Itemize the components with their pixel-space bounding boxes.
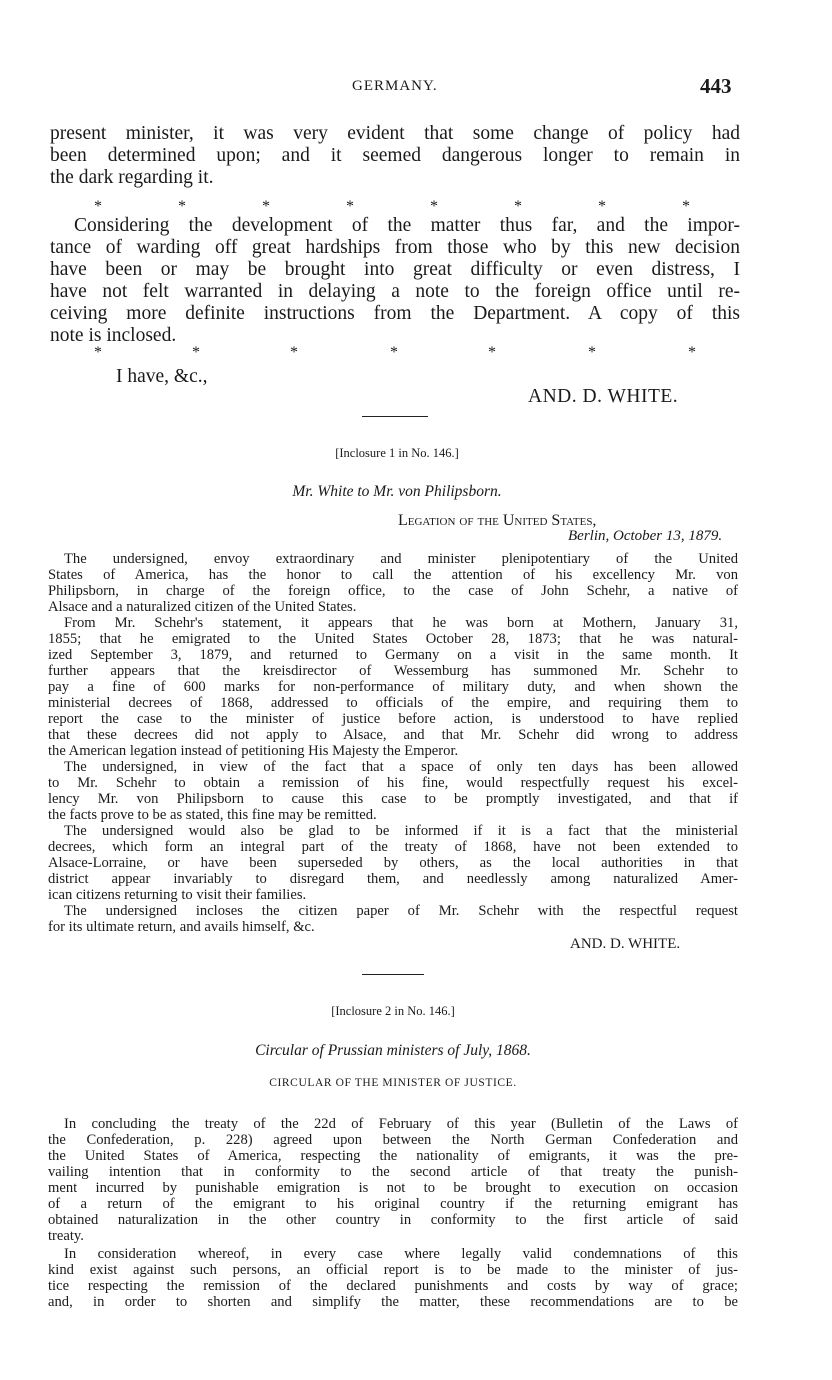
circular-line: vailing intention that in conformity to the second article of that treaty the punish- xyxy=(48,1164,738,1180)
letter-line: The undersigned, envoy extraordinary and minister plenipotentiary of the United xyxy=(64,551,738,567)
inclosure-2-heading: CIRCULAR OF THE MINISTER OF JUSTICE. xyxy=(269,1077,517,1089)
letter-line: ican citizens returning to visit their families. xyxy=(48,887,307,903)
star: * xyxy=(588,344,596,361)
dispatch-line: note is inclosed. xyxy=(50,325,177,346)
ellipsis-stars xyxy=(0,198,832,214)
letter-line: 1855; that he emigrated to the United States October 28, 1873; that he was natural- xyxy=(48,631,738,647)
letter-line: to Mr. Schehr to obtain a remission of his fine, would respectfully request his excel- xyxy=(48,775,738,791)
star: * xyxy=(178,198,186,215)
dispatch-line: have been or may be brought into great difficulty or even distress, I xyxy=(50,259,740,280)
intro-line: the dark regarding it. xyxy=(50,167,214,188)
circular-line: In consideration whereof, in every case where legally valid condemnations of this xyxy=(64,1246,738,1262)
signature: AND. D. WHITE. xyxy=(528,386,679,407)
star: * xyxy=(682,198,690,215)
inclosure-1-signature: AND. D. WHITE. xyxy=(570,936,681,952)
letter-line: From Mr. Schehr's statement, it appears that he was born at Mothern, January 31, xyxy=(64,615,738,631)
star: * xyxy=(688,344,696,361)
ellipsis-stars xyxy=(0,344,832,360)
star: * xyxy=(262,198,270,215)
inclosure-1-title: Mr. White to Mr. von Philipsborn. xyxy=(292,483,502,500)
closing: I have, &c., xyxy=(116,366,208,387)
letter-line: that these decrees did not apply to Alsace, and that Mr. Schehr did wrong to address xyxy=(48,727,738,743)
intro-line: present minister, it was very evident that some change of policy had xyxy=(50,123,740,144)
letter-line: The undersigned would also be glad to be informed if it is a fact that the ministerial xyxy=(64,823,738,839)
running-title: GERMANY. xyxy=(352,78,438,94)
star: * xyxy=(192,344,200,361)
circular-line: kind exist against such persons, an official report is to be made to the minister of jus- xyxy=(48,1262,738,1278)
section-rule xyxy=(362,416,428,417)
circular-line: In concluding the treaty of the 22d of February of this year (Bulletin of the Laws of xyxy=(64,1116,738,1132)
star: * xyxy=(598,198,606,215)
letter-line: lency Mr. von Philipsborn to cause this case to be promptly investigated, and that if xyxy=(48,791,738,807)
section-rule xyxy=(362,974,424,975)
letter-place: Legation of the United States, xyxy=(398,512,597,529)
intro-line: been determined upon; and it seemed dangerous longer to remain in xyxy=(50,145,740,166)
star: * xyxy=(346,198,354,215)
circular-line: obtained naturalization in the other country in conformity to the first article of said xyxy=(48,1212,738,1228)
star: * xyxy=(390,344,398,361)
letter-line: The undersigned, in view of the fact that a space of only ten days has been allowed xyxy=(64,759,738,775)
star: * xyxy=(290,344,298,361)
star: * xyxy=(94,344,102,361)
letter-line: decrees, which form an integral part of the treaty of 1868, have not been extended to xyxy=(48,839,738,855)
circular-line: treaty. xyxy=(48,1228,84,1244)
letter-date: Berlin, October 13, 1879. xyxy=(568,528,723,544)
letter-line: ministerial decrees of 1868, addressed to officials of the empire, and requiring them to xyxy=(48,695,738,711)
letter-line: district appear invariably to disregard them, and needlessly among naturalized Amer- xyxy=(48,871,738,887)
letter-line: States of America, has the honor to call the attention of his excellency Mr. von xyxy=(48,567,738,583)
star: * xyxy=(488,344,496,361)
circular-line: the Confederation, p. 228) agreed upon between the North German Confederation and xyxy=(48,1132,738,1148)
dispatch-line: ceiving more definite instructions from the Department. A copy of this xyxy=(50,303,740,324)
inclosure-1-caption: [Inclosure 1 in No. 146.] xyxy=(335,446,459,460)
star: * xyxy=(514,198,522,215)
dispatch-line: have not felt warranted in delaying a note to the foreign office until re- xyxy=(50,281,740,302)
letter-line: Philipsborn, in charge of the foreign office, to the case of John Schehr, a native of xyxy=(48,583,738,599)
running-head xyxy=(0,74,832,100)
letter-line: The undersigned incloses the citizen paper of Mr. Schehr with the respectful request xyxy=(64,903,738,919)
star: * xyxy=(94,198,102,215)
inclosure-2-caption: [Inclosure 2 in No. 146.] xyxy=(331,1004,455,1018)
circular-line: of a return of the emigrant to his original country if the returning emigrant has xyxy=(48,1196,738,1212)
letter-line: Alsace and a naturalized citizen of the United States. xyxy=(48,599,357,615)
circular-line: tice respecting the remission of the declared punishments and costs by way of grace; xyxy=(48,1278,738,1294)
letter-line: Alsace-Lorraine, or have been superseded by others, as the local authorities in that xyxy=(48,855,738,871)
letter-line: report the case to the minister of justice before action, is understood to have replied xyxy=(48,711,738,727)
circular-line: and, in order to shorten and simplify the matter, these recommendations are to be xyxy=(48,1294,738,1310)
inclosure-2-title: Circular of Prussian ministers of July, 1868. xyxy=(255,1042,531,1059)
letter-line: for its ultimate return, and avails himself, &c. xyxy=(48,919,315,935)
letter-line: the American legation instead of petitioning His Majesty the Emperor. xyxy=(48,743,459,759)
letter-line: pay a fine of 600 marks for non-performance of military duty, and when shown the xyxy=(48,679,738,695)
circular-line: ment incurred by punishable emigration is not to be brought to execution on occasion xyxy=(48,1180,738,1196)
letter-line: further appears that the kreisdirector of Wessemburg has summoned Mr. Schehr to xyxy=(48,663,738,679)
circular-line: the United States of America, respecting the nationality of emigrants, it was the pre- xyxy=(48,1148,738,1164)
dispatch-line: tance of warding off great hardships from those who by this new decision xyxy=(50,237,740,258)
dispatch-line: Considering the development of the matter thus far, and the impor- xyxy=(74,215,740,236)
star: * xyxy=(430,198,438,215)
letter-line: ized September 3, 1879, and returned to Germany on a visit in the same month. It xyxy=(48,647,738,663)
letter-line: the facts prove to be as stated, this fine may be remitted. xyxy=(48,807,377,823)
page-number: 443 xyxy=(700,74,732,98)
